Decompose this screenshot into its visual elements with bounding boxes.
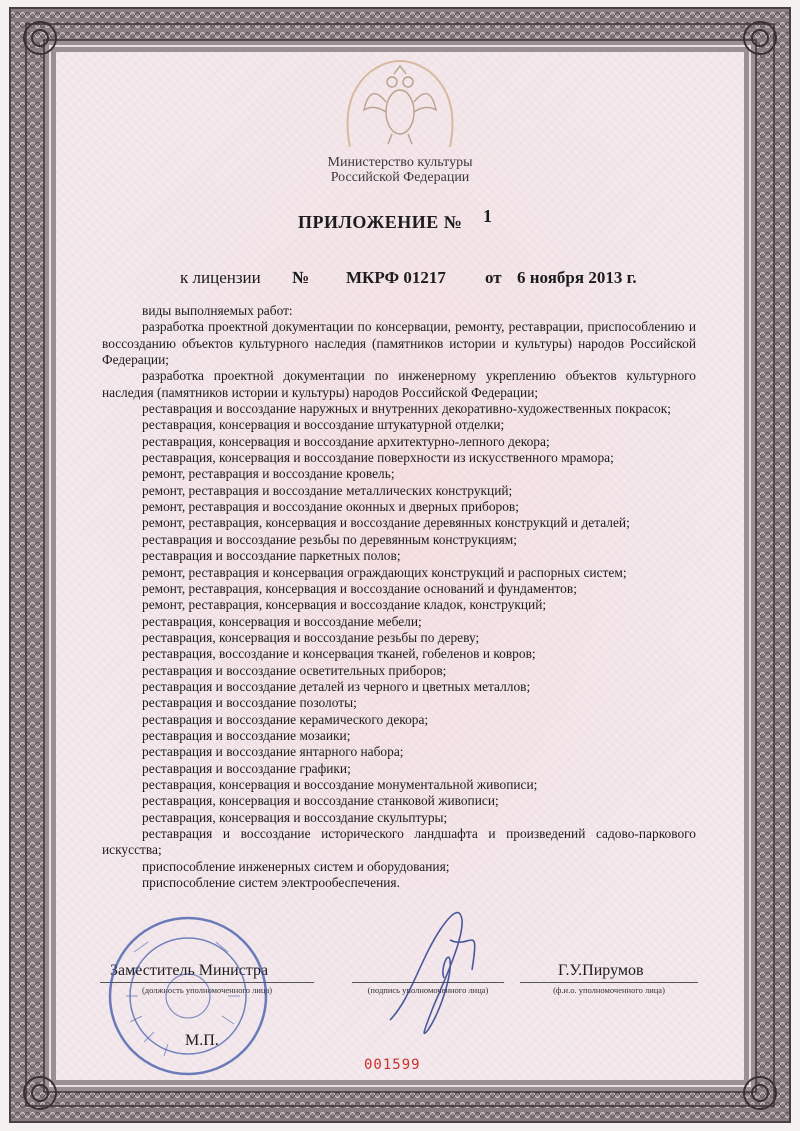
- handwritten-signature: [380, 900, 490, 1050]
- signatory-name: Г.У.Пирумов: [558, 962, 644, 979]
- list-item: ремонт, реставрация и консервация ограждающих конструкций и распорных систем;: [142, 564, 627, 580]
- list-item: реставрация, консервация и воссоздание скульптуры;: [142, 809, 448, 825]
- list-item: реставрация, консервация и воссоздание мебели;: [142, 613, 422, 629]
- signature-caption: (подпись уполномоченного лица): [367, 985, 489, 995]
- list-item: разработка проектной документации по инженерному укреплению объектов культурного наследия (памятников истории и культуры) народов Российской Федерации;: [102, 368, 696, 400]
- list-item: реставрация, консервация и воссоздание станковой живописи;: [142, 793, 499, 809]
- list-item: ремонт, реставрация, консервация и воссоздание оснований и фундаментов;: [142, 580, 577, 596]
- serial-number: 001599: [364, 1057, 421, 1073]
- list-item: реставрация и воссоздание деталей из черного и цветных металлов;: [142, 678, 531, 694]
- list-item: реставрация, воссоздание и консервация тканей, гобеленов и ковров;: [142, 646, 536, 662]
- signatory-position: Заместитель Министра: [110, 962, 269, 979]
- ministry-name-line1: Министерство культуры: [327, 155, 473, 170]
- license-number-sign: №: [292, 268, 310, 287]
- license-number: МКРФ 01217: [346, 268, 446, 287]
- list-item: ремонт, реставрация и воссоздание металлических конструкций;: [142, 482, 513, 498]
- appendix-number: 1: [483, 206, 492, 226]
- list-item: реставрация и воссоздание мозаики;: [142, 727, 351, 743]
- work-types-list: [102, 303, 696, 891]
- list-item: реставрация и воссоздание позолоты;: [142, 695, 357, 711]
- position-caption: (должность уполномоченного лица): [141, 985, 273, 995]
- name-caption: (ф.и.о. уполномоченного лица): [553, 985, 665, 995]
- list-item: приспособление инженерных систем и оборудования;: [142, 858, 450, 874]
- list-item: реставрация и воссоздание осветительных приборов;: [142, 662, 447, 678]
- list-item: реставрация, консервация и воссоздание штукатурной отделки;: [142, 417, 505, 433]
- license-date: 6 ноября 2013 г.: [517, 268, 637, 287]
- list-item: разработка проектной документации по консервации, ремонту, реставрации, приспособлению и воссозданию объектов культурного наследия (памятников истории и культуры) народов Российской Федерации;: [102, 319, 696, 368]
- ministry-name-line2: Российской Федерации: [330, 170, 470, 185]
- list-item: реставрация и воссоздание янтарного набора;: [142, 744, 404, 760]
- list-item: реставрация и воссоздание исторического ландшафта и произведений садово-паркового искусства;: [102, 826, 696, 858]
- work-types-intro: виды выполняемых работ:: [142, 303, 293, 318]
- list-item: ремонт, реставрация, консервация и воссоздание деревянных конструкций и деталей;: [142, 515, 630, 531]
- list-item: ремонт, реставрация, консервация и воссоздание кладок, конструкций;: [142, 597, 547, 613]
- stamp-mark: М.П.: [185, 1032, 219, 1049]
- license-prefix: к лицензии: [180, 268, 261, 287]
- list-item: приспособление систем электрообеспечения.: [142, 875, 400, 891]
- list-item: реставрация и воссоздание графики;: [142, 760, 351, 776]
- list-item: ремонт, реставрация и воссоздание оконных и дверных приборов;: [142, 499, 519, 515]
- list-item: реставрация, консервация и воссоздание резьбы по дереву;: [142, 629, 480, 645]
- list-item: реставрация, консервация и воссоздание архитектурно-лепного декора;: [142, 433, 550, 449]
- name-line: [520, 982, 698, 983]
- list-item: реставрация и воссоздание резьбы по деревянным конструкциям;: [142, 531, 517, 547]
- list-item: реставрация и воссоздание паркетных полов;: [142, 548, 401, 564]
- list-item: реставрация и воссоздание наружных и внутренних декоративно-художественных покрасок;: [142, 401, 671, 417]
- list-item: реставрация и воссоздание керамического декора;: [142, 711, 429, 727]
- license-date-prefix: от: [485, 268, 502, 287]
- coat-of-arms-emblem: [330, 52, 470, 152]
- list-item: ремонт, реставрация и воссоздание кровель;: [142, 466, 395, 482]
- list-item: реставрация, консервация и воссоздание монументальной живописи;: [142, 776, 538, 792]
- appendix-title: ПРИЛОЖЕНИЕ №: [298, 212, 463, 232]
- official-stamp: [104, 912, 272, 1080]
- list-item: реставрация, консервация и воссоздание поверхности из искусственного мрамора;: [142, 450, 614, 466]
